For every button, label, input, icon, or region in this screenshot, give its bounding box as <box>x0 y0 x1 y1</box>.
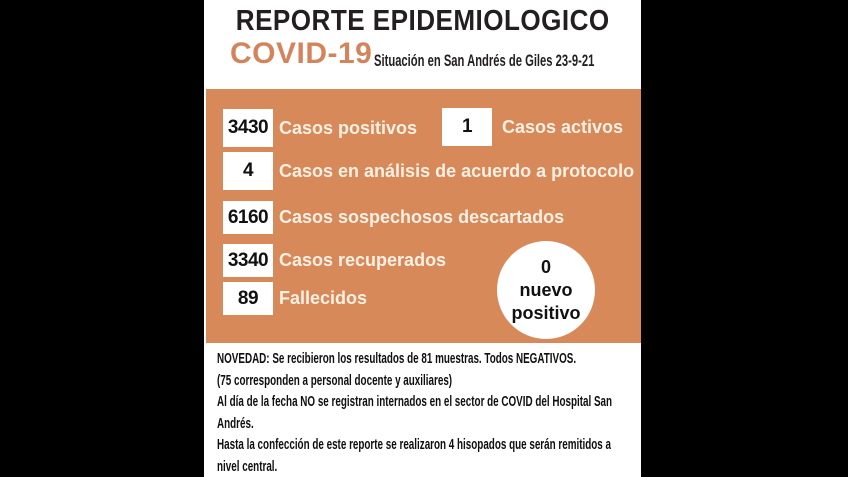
note-line: Andrés. <box>217 415 254 432</box>
new-positive-badge <box>497 241 595 339</box>
letterbox-left <box>0 0 204 477</box>
stat-value-analisis: 4 <box>223 152 273 190</box>
stat-label-descartados: Casos sospechosos descartados <box>279 207 565 227</box>
stat-label-analisis: Casos en análisis de acuerdo a protocolo <box>279 160 635 181</box>
stat-label-activos: Casos activos <box>502 116 624 137</box>
note-line: (75 corresponden a personal docente y auxiliares) <box>217 372 453 389</box>
note-line: nivel central. <box>217 458 278 475</box>
stat-value-recuperados: 3340 <box>223 244 273 277</box>
badge-word-nuevo: nuevo <box>519 279 573 300</box>
stats-panel <box>206 89 641 343</box>
report-subtitle: Situación en San Andrés de Giles 23-9-21 <box>374 52 595 70</box>
page-title: REPORTE EPIDEMIOLOGICO <box>235 5 610 37</box>
note-line: NOVEDAD: Se recibieron los resultados de 81 muestras. Todos NEGATIVOS. <box>217 351 577 367</box>
stat-label-positivos: Casos positivos <box>279 117 418 138</box>
stat-value-descartados: 6160 <box>223 201 273 234</box>
stat-label-fallecidos: Fallecidos <box>279 288 368 308</box>
badge-count: 0 <box>540 256 551 277</box>
stat-label-recuperados: Casos recuperados <box>279 250 447 270</box>
notes-section <box>217 349 637 477</box>
letterbox-right <box>641 0 848 477</box>
stat-value-positivos: 3430 <box>223 109 273 147</box>
stat-value-fallecidos: 89 <box>223 282 273 315</box>
covid-label: COVID-19 <box>230 37 373 70</box>
header <box>204 6 641 36</box>
note-line: Al día de la fecha NO se registran internados en el sector de COVID del Hospital San <box>217 394 613 410</box>
badge-word-positivo: positivo <box>511 302 581 323</box>
stat-value-activos: 1 <box>442 108 492 146</box>
report-card <box>204 0 641 477</box>
note-line: Hasta la confección de este reporte se realizaron 4 hisopados que serán remitidos a <box>217 437 611 453</box>
